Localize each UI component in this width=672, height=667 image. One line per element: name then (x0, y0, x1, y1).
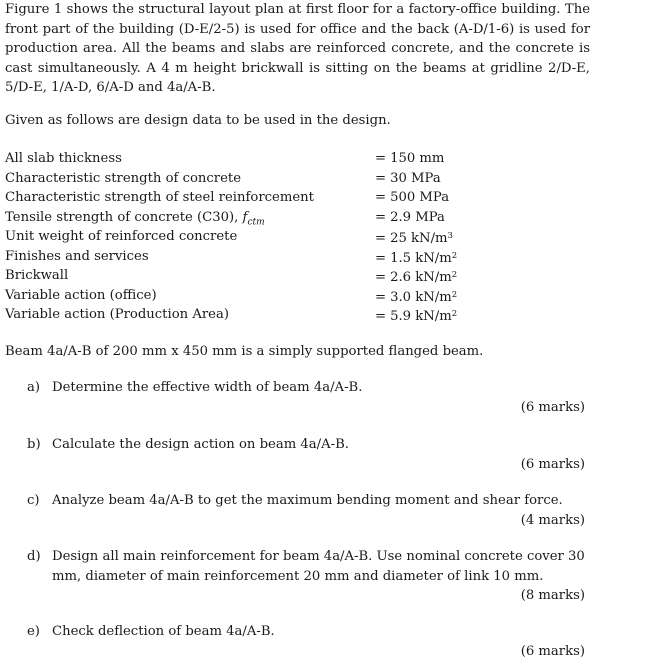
unit-exponent: 3 (447, 231, 453, 241)
equals-sign: = (375, 309, 387, 324)
design-data-value: 500 MPa (390, 190, 450, 205)
question-text: Calculate the design action on beam 4a/A-B. (52, 437, 349, 452)
unit-exponent: 2 (451, 289, 458, 300)
design-data-value-cell (375, 149, 444, 169)
intro-paragraph: Figure 1 shows the structural layout plan at first floor for a factory-office building. The front part of the building (D-E/2-5) is used for office and the back (A-D/1-6) is used for production area. All the beams and slabs are reinforced concrete, and the concrete is cast simultaneously. A 4 m height brickwall is sitting on the beams at gridline 2/D-E, 5/D-E, 1/A-D, 6/A-D and 4a/A-B. (5, 2, 590, 96)
design-data-label: Unit weight of reinforced concrete (5, 229, 238, 244)
design-data-value-cell (375, 305, 457, 327)
question-marks: (4 marks) (520, 512, 585, 528)
design-data-table (5, 149, 605, 325)
fctm-symbol-base: f (242, 209, 248, 225)
design-data-value: 25 kN/m (390, 231, 448, 246)
design-data-row (5, 208, 605, 228)
given-statement: Given as follows are design data to be used in the design. (5, 113, 391, 128)
design-data-value-cell (375, 266, 457, 288)
design-data-value: 2.9 MPa (390, 209, 445, 225)
question-marks: (6 marks) (520, 400, 585, 415)
design-data-row (5, 149, 605, 169)
fctm-symbol (242, 209, 265, 228)
question-letter: d) (27, 549, 41, 564)
design-data-value-cell (375, 247, 457, 269)
unit-exponent: 2 (451, 250, 458, 261)
design-data-label: All slab thickness (5, 151, 122, 166)
equals-sign: = (375, 289, 387, 305)
design-data-label: Variable action (Production Area) (5, 307, 229, 322)
design-data-row (5, 286, 605, 306)
design-data-value-cell (375, 188, 449, 208)
design-data-value-cell (375, 286, 457, 308)
design-data-row (5, 305, 605, 325)
design-data-row (5, 227, 605, 247)
design-data-row (5, 266, 605, 286)
question-letter: b) (27, 437, 41, 452)
design-data-value-cell (375, 227, 453, 249)
question-text: Check deflection of beam 4a/A-B. (52, 624, 275, 639)
question-text: Analyze beam 4a/A-B to get the maximum bending moment and shear force. (52, 493, 563, 508)
beam-statement: Beam 4a/A-B of 200 mm x 450 mm is a simply supported flanged beam. (5, 344, 484, 359)
design-data-value: 3.0 kN/m (390, 289, 452, 305)
design-data-value-cell (375, 169, 441, 189)
question-marks: (6 marks) (520, 457, 585, 472)
design-data-label-text: Tensile strength of concrete (C30), (5, 209, 239, 225)
design-data-value: 30 MPa (390, 170, 441, 186)
question-letter: a) (27, 380, 41, 395)
equals-sign: = (375, 209, 387, 225)
unit-exponent: 2 (451, 309, 458, 319)
design-data-label: Characteristic strength of concrete (5, 170, 242, 186)
design-data-row (5, 188, 605, 208)
design-data-label: Variable action (office) (5, 287, 157, 303)
design-data-label: Characteristic strength of steel reinforcement (5, 190, 314, 205)
equals-sign: = (375, 170, 387, 186)
question-marks: (6 marks) (520, 644, 585, 659)
equals-sign: = (375, 250, 387, 266)
question-marks: (8 marks) (520, 588, 585, 603)
design-data-value: 2.6 kN/m (390, 270, 452, 285)
question-text: Determine the effective width of beam 4a/A-B. (52, 380, 363, 395)
question-text: Design all main reinforcement for beam 4a/A-B. Use nominal concrete cover 30 mm, diameter of main reinforcement 20 mm and diameter of link 10 mm. (52, 549, 585, 584)
equals-sign: = (375, 151, 387, 166)
design-data-row (5, 247, 605, 267)
unit-exponent: 2 (451, 270, 458, 280)
question-letter: e) (27, 624, 40, 639)
design-data-label: Brickwall (5, 268, 69, 283)
equals-sign: = (375, 190, 387, 205)
question-letter: c) (27, 493, 40, 508)
equals-sign: = (375, 270, 387, 285)
design-data-value-cell (375, 208, 445, 228)
design-data-row (5, 169, 605, 189)
design-data-value: 1.5 kN/m (390, 250, 452, 266)
fctm-symbol-subscript: ctm (247, 217, 265, 228)
design-data-value: 150 mm (390, 151, 445, 166)
design-data-label: Finishes and services (5, 248, 149, 264)
equals-sign: = (375, 231, 387, 246)
design-data-value: 5.9 kN/m (390, 309, 452, 324)
